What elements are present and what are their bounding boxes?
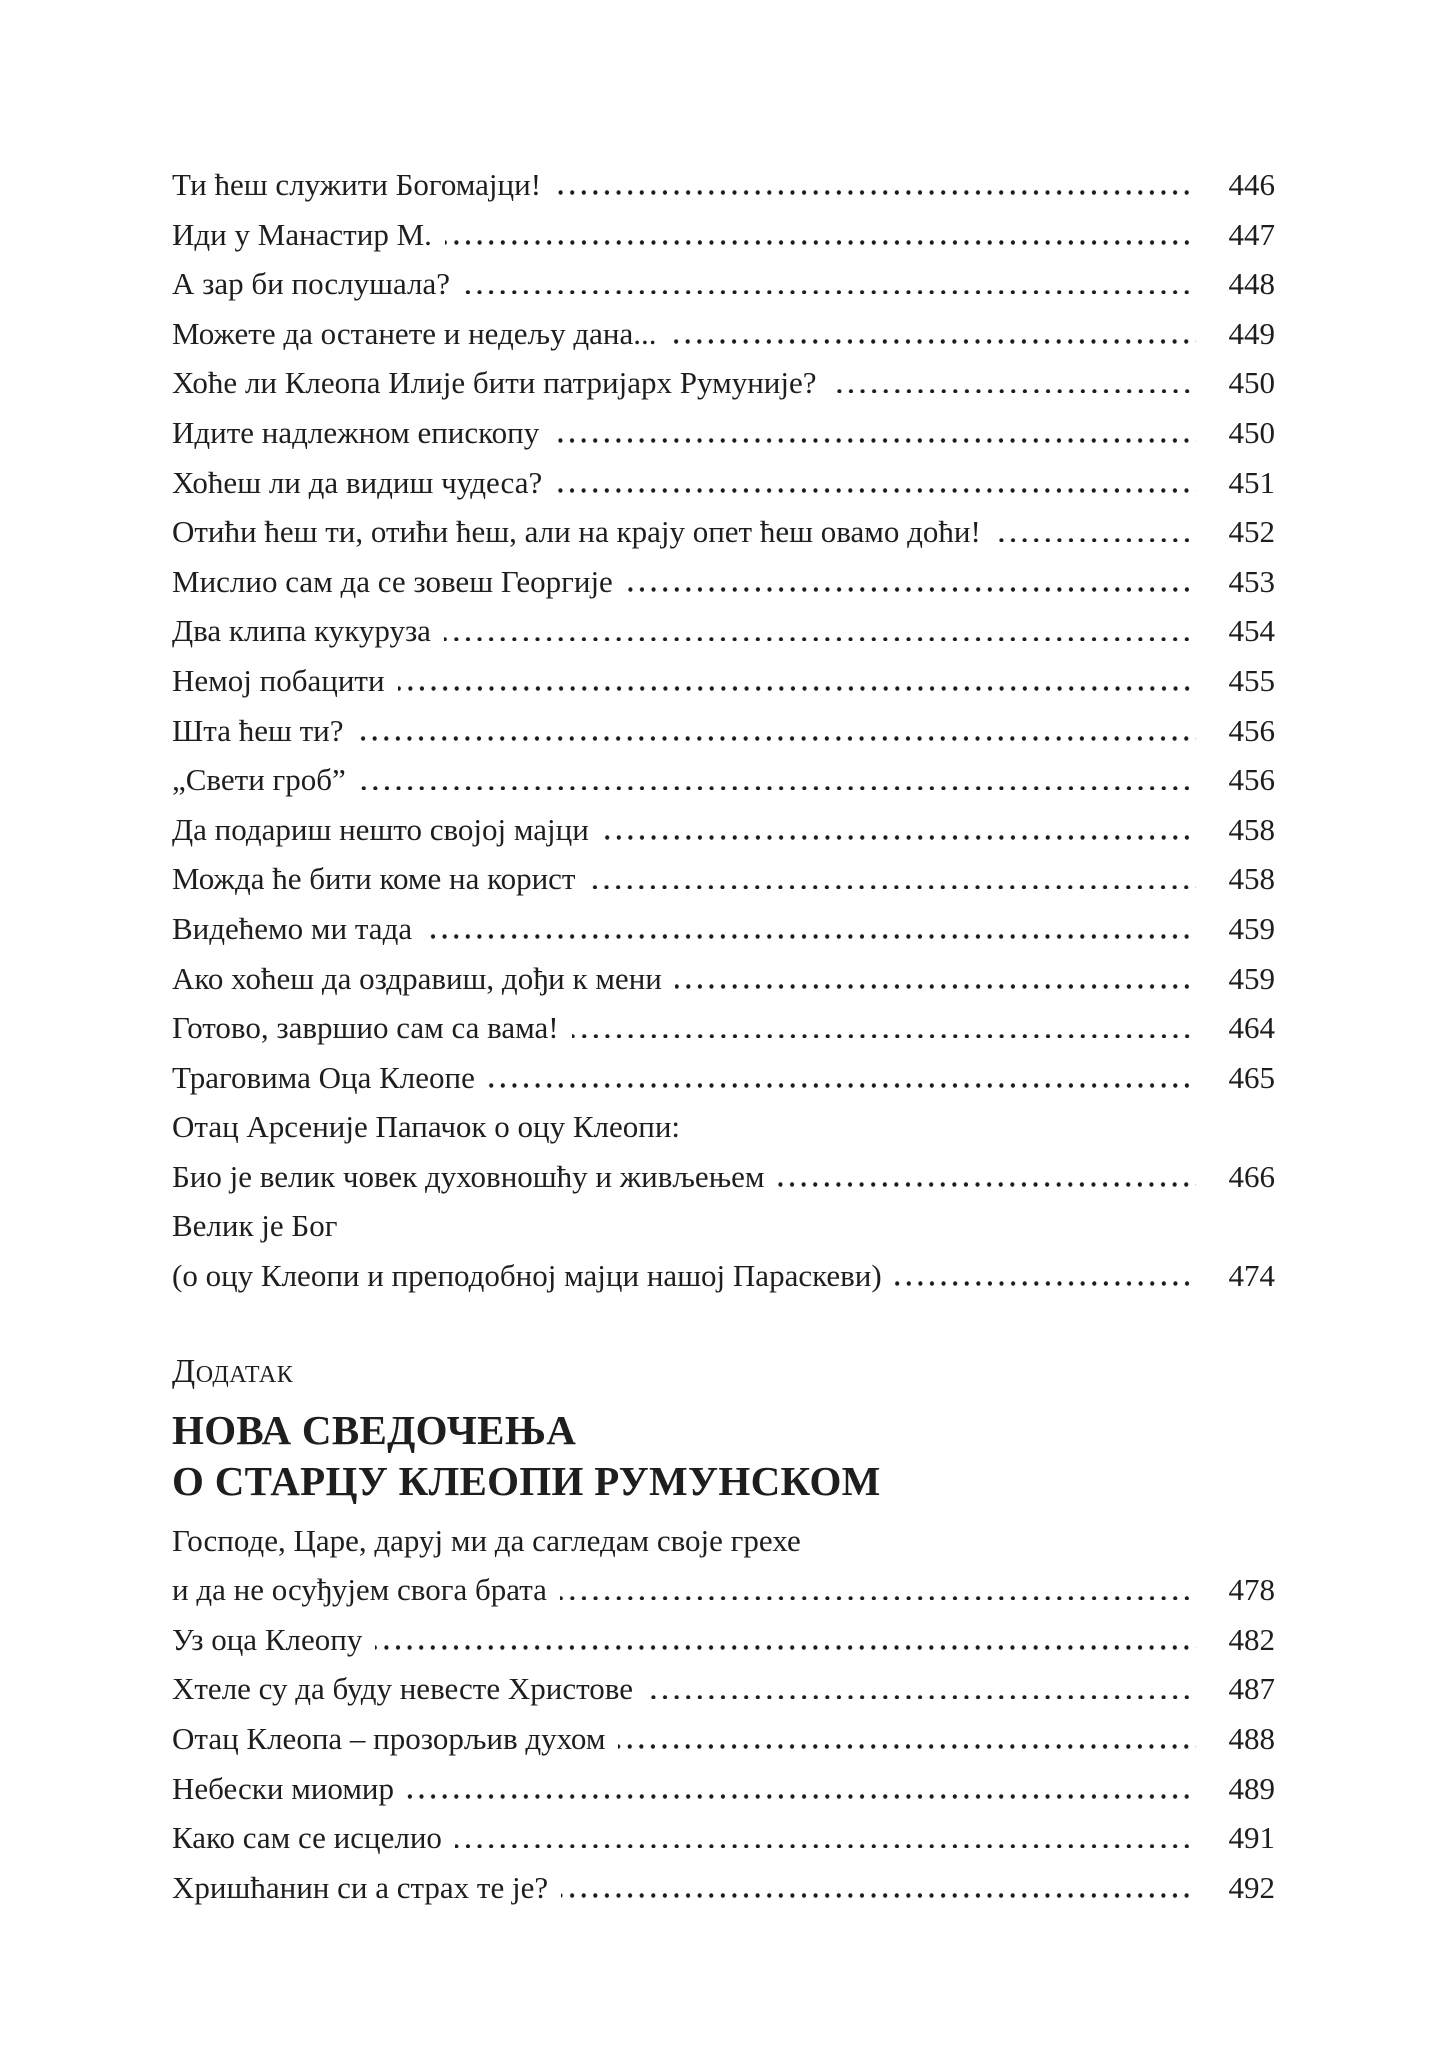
toc-entry-title: Како сам се исцелио: [172, 1820, 442, 1856]
toc-entry: [172, 507, 1275, 557]
toc-entry: [172, 1714, 1275, 1764]
dot-leader: [398, 686, 1196, 691]
toc-entry-page: 491: [1228, 1820, 1275, 1856]
toc-entry-page: 446: [1228, 167, 1275, 202]
toc-entry-title: Хтеле су да буду невесте Христове: [172, 1671, 633, 1707]
toc-entry: [172, 1615, 1275, 1665]
toc-entry: [172, 706, 1275, 756]
toc-entry-page: 455: [1228, 662, 1275, 698]
toc-entry: [172, 1053, 1275, 1103]
toc-entry-title-line2: и да не осуђујем свога брата: [172, 1572, 547, 1608]
toc-entry-page: 459: [1228, 910, 1275, 946]
toc-entry-page: 452: [1228, 514, 1275, 550]
dot-leader: [555, 488, 1196, 493]
toc-entry-page: 450: [1228, 365, 1275, 401]
toc-entry: [172, 358, 1275, 408]
toc-entry: [172, 160, 1275, 210]
toc-entry: [172, 1764, 1275, 1814]
dot-leader: [359, 786, 1196, 791]
toc-entry-title: Немој побацити: [172, 662, 385, 698]
dot-leader: [895, 1281, 1196, 1286]
toc-entry-title: Уз оца Клеопу: [172, 1621, 363, 1657]
dot-leader: [994, 538, 1196, 543]
toc-entry-title: Хоће ли Клеопа Илије бити патријарх Румуније?: [172, 365, 817, 401]
toc-entry-title: Можда ће бити коме на корист: [172, 861, 576, 897]
dot-leader: [561, 1893, 1196, 1898]
dot-leader: [407, 1794, 1196, 1799]
toc-entry: [172, 1516, 1275, 1615]
dot-leader: [626, 587, 1196, 592]
dot-leader: [554, 190, 1196, 195]
dot-leader: [455, 1844, 1196, 1849]
dot-leader: [669, 339, 1196, 344]
dot-leader: [572, 1034, 1196, 1039]
toc-entry: [172, 1664, 1275, 1714]
toc-entry-page: 489: [1228, 1770, 1275, 1806]
toc-entry: [172, 606, 1275, 656]
toc-entry-page: 459: [1228, 960, 1275, 996]
toc-entry-page: 466: [1228, 1158, 1275, 1194]
dot-leader: [552, 438, 1196, 443]
toc-entry-page: 488: [1228, 1721, 1275, 1757]
toc-entry-title: А зар би послушала?: [172, 266, 450, 302]
toc-entry: [172, 1863, 1275, 1913]
toc-entry: [172, 904, 1275, 954]
dot-leader: [588, 885, 1196, 890]
toc-entry-page: 453: [1228, 563, 1275, 599]
toc-entry-title: Да подариш нешто својој мајци: [172, 811, 589, 847]
toc-entry-title-line1: Отац Арсеније Папачок о оцу Клеопи:: [172, 1109, 681, 1145]
toc-entry-title: Хришћанин си а страх те је?: [172, 1869, 549, 1905]
toc-entry-title: Отац Клеопа – прозорљив духом: [172, 1721, 606, 1757]
toc-entry: [172, 1102, 1275, 1201]
toc-entry: [172, 954, 1275, 1004]
dot-leader: [602, 835, 1196, 840]
toc-entry-title: Ти ћеш служити Богомајци!: [172, 167, 542, 202]
addendum-title-line1: НОВА СВЕДОЧЕЊА: [172, 1406, 577, 1453]
toc-entry-title: Идите надлежном епископу: [172, 414, 540, 450]
toc-entry-title: „Свети гроб”: [172, 762, 346, 798]
toc-entry-title: Готово, завршио сам са вама!: [172, 1010, 559, 1046]
toc-entry-title-line1: Велик је Бог: [172, 1208, 338, 1244]
toc-entry-page: 458: [1228, 861, 1275, 897]
toc-main-list: [172, 160, 1275, 1301]
dot-leader: [445, 240, 1196, 245]
dot-leader: [444, 637, 1196, 642]
toc-entry: [172, 755, 1275, 805]
toc-entry: [172, 1003, 1275, 1053]
toc-entry-title: Мислио сам да се зовеш Георгије: [172, 563, 613, 599]
toc-entry-page: 450: [1228, 414, 1275, 450]
dot-leader: [777, 1182, 1196, 1187]
toc-entry-page: 492: [1228, 1869, 1275, 1905]
toc-entry-page: 456: [1228, 712, 1275, 748]
toc-entry-page: 482: [1228, 1621, 1275, 1657]
toc-entry: [172, 1201, 1275, 1300]
toc-entry-page: 447: [1228, 216, 1275, 252]
toc-entry-page: 449: [1228, 315, 1275, 351]
toc-entry-title: Ако хоћеш да оздравиш, дођи к мени: [172, 960, 662, 996]
toc-entry: [172, 805, 1275, 855]
toc-entry: [172, 259, 1275, 309]
toc-entry-page: 474: [1228, 1258, 1275, 1294]
dot-leader: [675, 984, 1196, 989]
toc-entry-title-line2: Био је велик човек духовношћу и живљењем: [172, 1158, 765, 1194]
dot-leader: [646, 1695, 1196, 1700]
addendum-kicker: Додатак: [172, 1352, 294, 1390]
toc-entry-title: Небески миомир: [172, 1770, 395, 1806]
toc-entry-page: 464: [1228, 1010, 1275, 1046]
toc-addendum-list: [172, 1516, 1275, 1913]
toc-entry-title: Траговима Оца Клеопе: [172, 1059, 475, 1095]
toc-entry: [172, 309, 1275, 359]
toc-entry-title-line2: (о оцу Клеопи и преподобној мајци нашој Параскеви): [172, 1258, 882, 1294]
toc-entry: [172, 656, 1275, 706]
toc-entry-page: 451: [1228, 464, 1275, 500]
toc-entry-title: Отићи ћеш ти, отићи ћеш, али на крају опет ћеш овамо доћи!: [172, 514, 981, 550]
toc-entry-page: 448: [1228, 266, 1275, 302]
toc-entry-page: 465: [1228, 1059, 1275, 1095]
toc-entry-title: Два клипа кукуруза: [172, 613, 431, 649]
dot-leader: [425, 934, 1196, 939]
toc-entry-title: Видећемо ми тада: [172, 910, 413, 946]
dot-leader: [375, 1645, 1196, 1650]
toc-entry-title: Иди у Манастир М.: [172, 216, 432, 252]
toc-entry: [172, 210, 1275, 260]
toc-entry-page: 456: [1228, 762, 1275, 798]
toc-entry-page: 458: [1228, 811, 1275, 847]
addendum-title: [172, 1405, 1275, 1507]
dot-leader: [618, 1744, 1196, 1749]
addendum-title-line2: О СТАРЦУ КЛЕОПИ РУМУНСКОМ: [172, 1457, 881, 1504]
toc-entry-title-line1: Господе, Царе, даруј ми да сагледам своје грехе: [172, 1522, 801, 1558]
toc-entry-page: 487: [1228, 1671, 1275, 1707]
toc-entry: [172, 557, 1275, 607]
toc-entry-title: Хоћеш ли да видиш чудеса?: [172, 464, 543, 500]
toc-entry-page: 478: [1228, 1572, 1275, 1608]
toc-entry: [172, 854, 1275, 904]
toc-entry-title: Можете да останете и недељу дана...: [172, 315, 657, 351]
addendum-section-heading: [172, 1351, 1275, 1507]
toc-entry-title: Шта ћеш ти?: [172, 712, 344, 748]
toc-entry: [172, 408, 1275, 458]
toc-entry: [172, 458, 1275, 508]
dot-leader: [356, 736, 1196, 741]
toc-entry-page: 454: [1228, 613, 1275, 649]
dot-leader: [830, 389, 1196, 394]
toc-entry: [172, 1813, 1275, 1863]
dot-leader: [463, 290, 1196, 295]
dot-leader: [488, 1083, 1196, 1088]
dot-leader: [560, 1596, 1196, 1601]
